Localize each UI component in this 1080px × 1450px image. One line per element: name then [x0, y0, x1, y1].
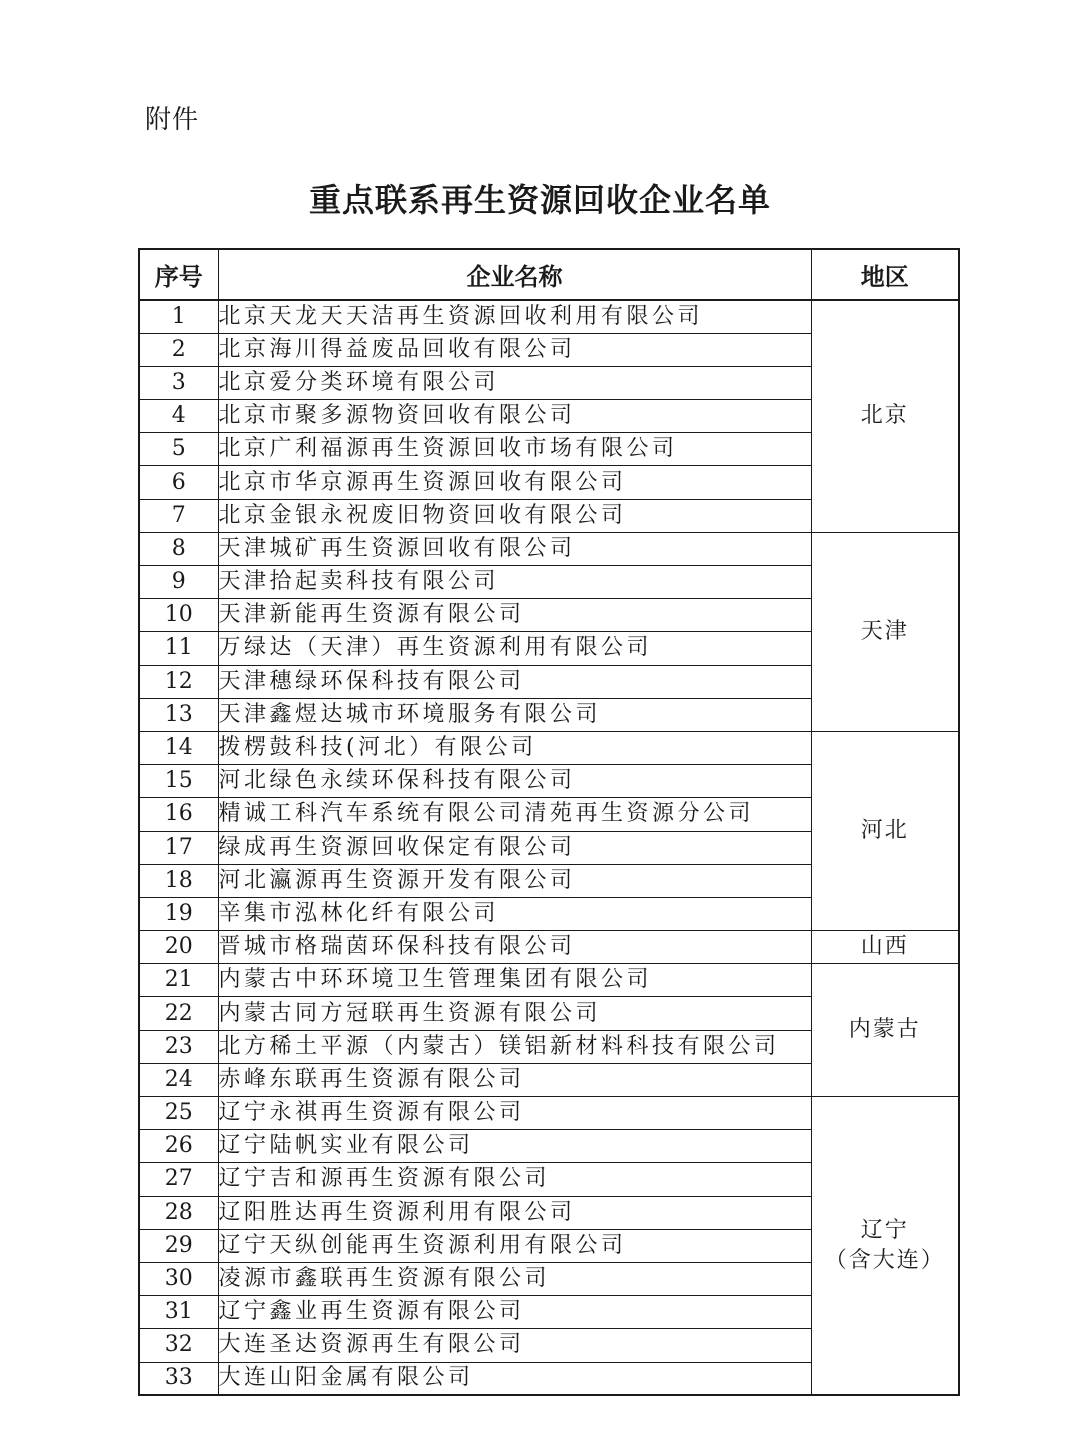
column-header-name: 企业名称 [218, 249, 811, 300]
row-seq: 10 [139, 599, 218, 632]
row-enterprise-name: 北京金银永祝废旧物资回收有限公司 [218, 499, 811, 532]
row-enterprise-name: 天津鑫煜达城市环境服务有限公司 [218, 698, 811, 731]
row-seq: 23 [139, 1030, 218, 1063]
row-seq: 16 [139, 798, 218, 831]
row-seq: 13 [139, 698, 218, 731]
row-enterprise-name: 北京广利福源再生资源回收市场有限公司 [218, 433, 811, 466]
row-seq: 7 [139, 499, 218, 532]
row-seq: 33 [139, 1362, 218, 1395]
row-enterprise-name: 天津拾起卖科技有限公司 [218, 566, 811, 599]
row-region [811, 532, 959, 731]
table-row [139, 931, 959, 964]
row-seq: 9 [139, 566, 218, 599]
row-enterprise-name: 凌源市鑫联再生资源有限公司 [218, 1262, 811, 1295]
region-label: 河北 [860, 818, 909, 843]
row-enterprise-name: 北方稀土平源（内蒙古）镁铝新材料科技有限公司 [218, 1030, 811, 1063]
row-enterprise-name: 河北绿色永续环保科技有限公司 [218, 765, 811, 798]
row-seq: 32 [139, 1329, 218, 1362]
row-seq: 3 [139, 366, 218, 399]
region-label: 辽宁 [860, 1217, 909, 1243]
attachment-label: 附件 [145, 105, 200, 135]
row-enterprise-name: 精诚工科汽车系统有限公司清苑再生资源分公司 [218, 798, 811, 831]
region-label: 内蒙古 [848, 1017, 921, 1043]
table-row [139, 964, 959, 997]
table-body [139, 300, 959, 1395]
region-label: （含大连） [824, 1247, 945, 1273]
row-region [811, 931, 959, 964]
row-seq: 1 [139, 300, 218, 333]
row-seq: 21 [139, 964, 218, 997]
row-seq: 25 [139, 1097, 218, 1130]
row-region [811, 964, 959, 1097]
table-row [139, 731, 959, 764]
row-enterprise-name: 北京市华京源再生资源回收有限公司 [218, 466, 811, 499]
row-enterprise-name: 天津城矿再生资源回收有限公司 [218, 532, 811, 565]
row-enterprise-name: 北京市聚多源物资回收有限公司 [218, 400, 811, 433]
document-title: 重点联系再生资源回收企业名单 [308, 181, 771, 219]
row-seq: 19 [139, 897, 218, 930]
row-seq: 20 [139, 931, 218, 964]
row-enterprise-name: 绿成再生资源回收保定有限公司 [218, 831, 811, 864]
row-enterprise-name: 辽宁天纵创能再生资源利用有限公司 [218, 1229, 811, 1262]
row-region [811, 1097, 959, 1396]
table-row [139, 300, 959, 333]
row-enterprise-name: 大连圣达资源再生有限公司 [218, 1329, 811, 1362]
row-seq: 28 [139, 1196, 218, 1229]
row-enterprise-name: 晋城市格瑞茵环保科技有限公司 [218, 931, 811, 964]
table-row [139, 1097, 959, 1130]
row-seq: 24 [139, 1063, 218, 1096]
row-seq: 11 [139, 632, 218, 665]
row-seq: 18 [139, 864, 218, 897]
row-enterprise-name: 天津新能再生资源有限公司 [218, 599, 811, 632]
row-region [811, 731, 959, 930]
row-enterprise-name: 北京天龙天天洁再生资源回收利用有限公司 [218, 300, 811, 333]
row-seq: 30 [139, 1262, 218, 1295]
row-seq: 17 [139, 831, 218, 864]
row-enterprise-name: 内蒙古同方冠联再生资源有限公司 [218, 997, 811, 1030]
row-seq: 26 [139, 1130, 218, 1163]
row-seq: 31 [139, 1296, 218, 1329]
row-enterprise-name: 辽宁永祺再生资源有限公司 [218, 1097, 811, 1130]
row-enterprise-name: 北京爱分类环境有限公司 [218, 366, 811, 399]
row-seq: 27 [139, 1163, 218, 1196]
row-seq: 6 [139, 466, 218, 499]
row-enterprise-name: 辛集市泓林化纤有限公司 [218, 897, 811, 930]
row-enterprise-name: 辽宁吉和源再生资源有限公司 [218, 1163, 811, 1196]
row-seq: 8 [139, 532, 218, 565]
region-label: 天津 [860, 618, 909, 644]
row-seq: 5 [139, 433, 218, 466]
row-enterprise-name: 大连山阳金属有限公司 [218, 1362, 811, 1395]
table-row [139, 532, 959, 565]
row-enterprise-name: 河北瀛源再生资源开发有限公司 [218, 864, 811, 897]
table-header-row [139, 249, 959, 300]
region-label: 山西 [860, 934, 909, 960]
row-enterprise-name: 辽宁陆帆实业有限公司 [218, 1130, 811, 1163]
row-enterprise-name: 北京海川得益废品回收有限公司 [218, 333, 811, 366]
row-enterprise-name: 拨楞鼓科技(河北）有限公司 [218, 731, 811, 764]
row-seq: 22 [139, 997, 218, 1030]
row-enterprise-name: 赤峰东联再生资源有限公司 [218, 1063, 811, 1096]
row-seq: 15 [139, 765, 218, 798]
row-enterprise-name: 天津穗绿环保科技有限公司 [218, 665, 811, 698]
column-header-region: 地区 [811, 249, 959, 300]
row-enterprise-name: 辽宁鑫业再生资源有限公司 [218, 1296, 811, 1329]
row-seq: 4 [139, 400, 218, 433]
row-enterprise-name: 万绿达（天津）再生资源利用有限公司 [218, 632, 811, 665]
row-seq: 2 [139, 333, 218, 366]
row-region [811, 300, 959, 532]
row-seq: 29 [139, 1229, 218, 1262]
column-header-seq: 序号 [139, 249, 218, 300]
row-seq: 12 [139, 665, 218, 698]
enterprise-table [138, 248, 960, 1396]
region-label: 北京 [860, 403, 909, 429]
row-seq: 14 [139, 731, 218, 764]
row-enterprise-name: 内蒙古中环环境卫生管理集团有限公司 [218, 964, 811, 997]
row-enterprise-name: 辽阳胜达再生资源利用有限公司 [218, 1196, 811, 1229]
